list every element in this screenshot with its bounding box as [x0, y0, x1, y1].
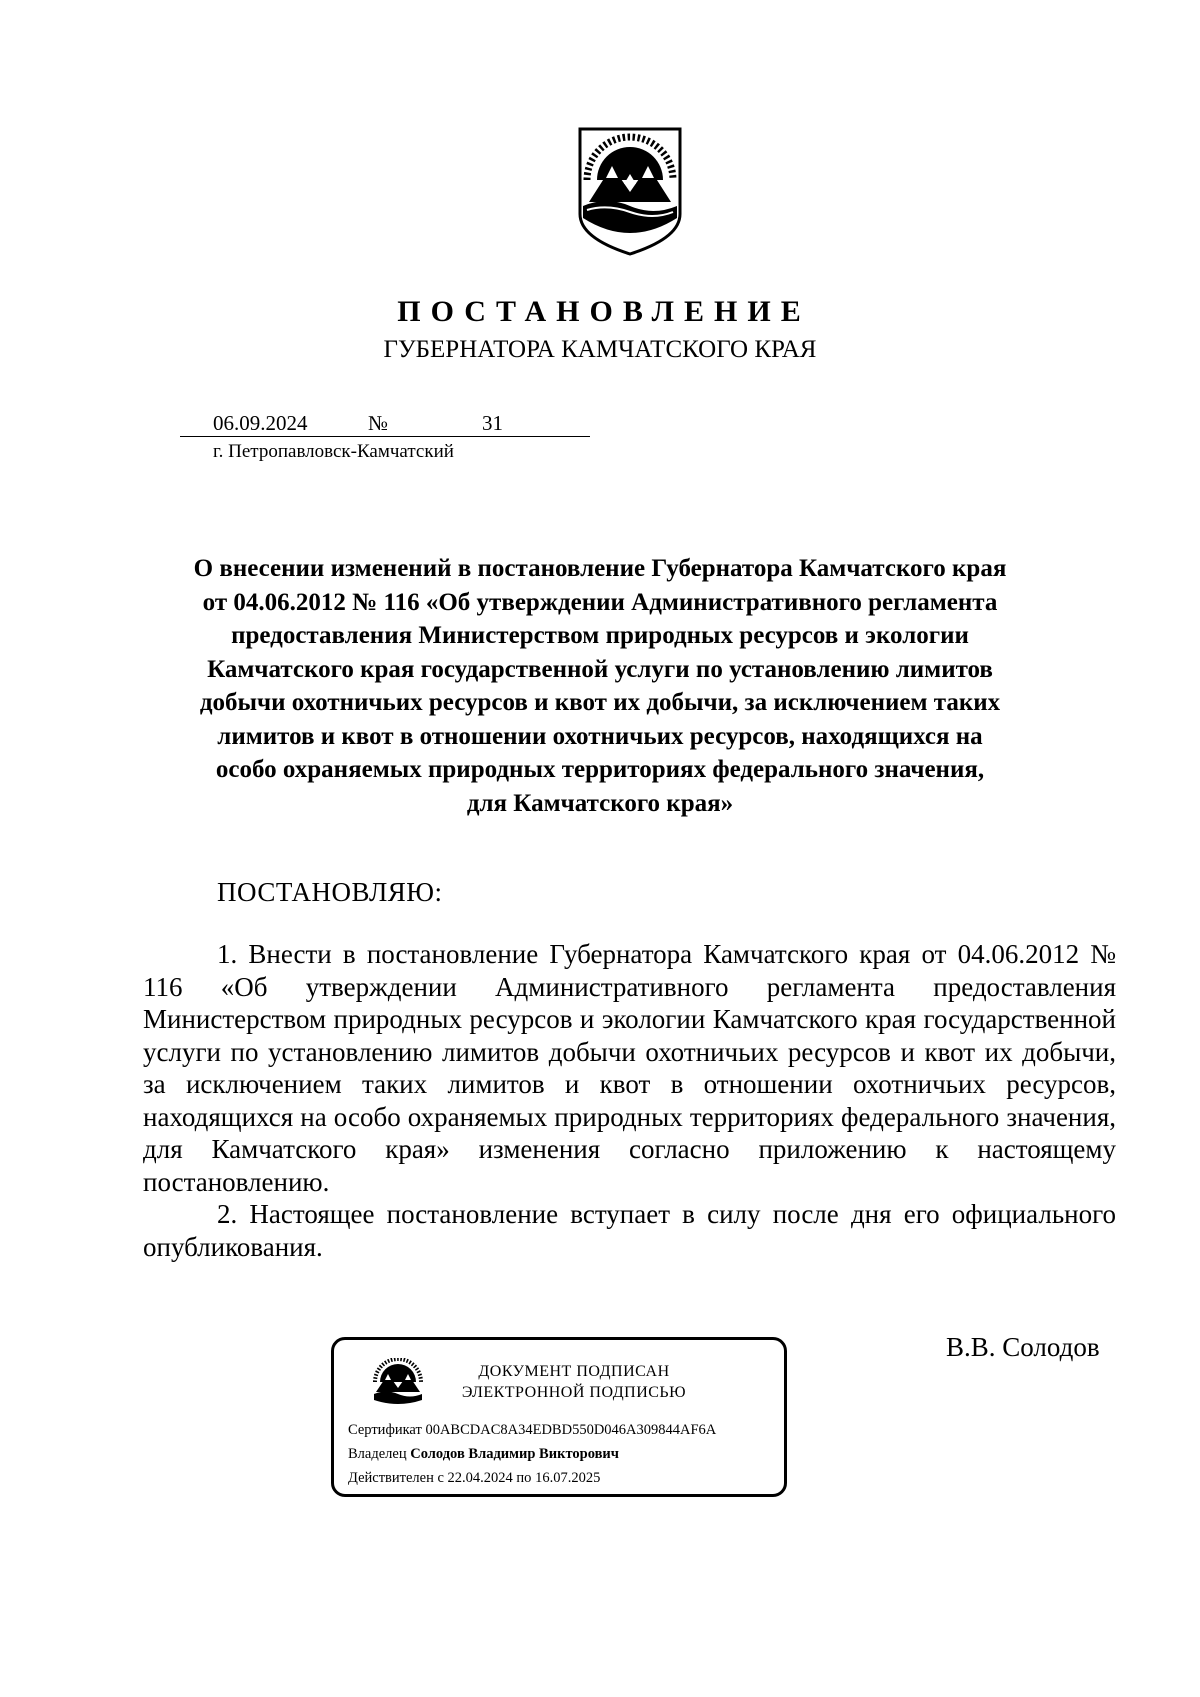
document-title	[140, 552, 1060, 820]
valid-to: 16.07.2025	[535, 1470, 601, 1486]
electronic-signature-stamp	[331, 1337, 787, 1497]
signature-owner	[348, 1446, 619, 1463]
emblem-icon	[372, 1358, 424, 1404]
valid-to-label: по	[516, 1470, 532, 1486]
registration-date: 06.09.2024	[213, 411, 308, 435]
signature-header-line: ДОКУМЕНТ ПОДПИСАН	[478, 1363, 670, 1380]
signature-header	[434, 1361, 714, 1403]
document-body	[143, 938, 1116, 1263]
title-line: от 04.06.2012 № 116 «Об утверждении Административного регламента	[202, 588, 998, 616]
owner-value: Солодов Владимир Викторович	[410, 1446, 619, 1462]
title-line: Камчатского края государственной услуги по установлению лимитов	[207, 655, 993, 683]
title-line: предоставления Министерством природных ресурсов и экологии	[231, 622, 969, 649]
valid-label: Действителен с	[348, 1470, 444, 1486]
registration-number-sign: №	[368, 411, 389, 435]
signature-certificate	[348, 1422, 716, 1439]
signature-header-line: ЭЛЕКТРОННОЙ ПОДПИСЬЮ	[461, 1384, 687, 1401]
registration-underline	[180, 436, 590, 437]
document-issuer: ГУБЕРНАТОРА КАМЧАТСКОГО КРАЯ	[383, 336, 817, 363]
certificate-label: Сертификат	[348, 1422, 422, 1438]
decree-word: ПОСТАНОВЛЯЮ:	[217, 877, 443, 907]
paragraph-1: 1. Внести в постановление Губернатора Камчатского края от 04.06.2012 № 116 «Об утверждении Административного регламента предоставления Министерством природных ресурсов и экологии Камчатского края государственной услуги по установлению лимитов добычи охотничьих ресурсов и квот их добычи, за исключением таких лимитов и квот в отношении охотничьих ресурсов, находящихся на особо охраняемых природных территориях федерального значения, для Камчатского края» изменения согласно приложению к настоящему постановлению.	[143, 939, 1116, 1197]
title-line: добычи охотничьих ресурсов и квот их добычи, за исключением таких	[199, 689, 1001, 716]
valid-from: 22.04.2024	[447, 1470, 513, 1486]
title-line: лимитов и квот в отношении охотничьих ресурсов, находящихся на	[217, 722, 983, 750]
signer-name: В.В. Солодов	[946, 1332, 1100, 1362]
title-line: для Камчатского края»	[466, 789, 734, 817]
title-line: особо охраняемых природных территориях федерального значения,	[215, 756, 985, 783]
owner-label: Владелец	[348, 1446, 407, 1462]
document-type: ПОСТАНОВЛЕНИЕ	[397, 295, 811, 328]
coat-of-arms-icon	[577, 126, 683, 258]
registration-number: 31	[482, 411, 503, 435]
signature-validity	[348, 1470, 600, 1487]
paragraph-2: 2. Настоящее постановление вступает в силу после дня его официального опубликования.	[143, 1199, 1116, 1262]
title-line: О внесении изменений в постановление Губернатора Камчатского края	[193, 555, 1007, 582]
certificate-value: 00ABCDAC8A34EDBD550D046A309844AF6A	[425, 1422, 717, 1438]
registration-city: г. Петропавловск-Камчатский	[213, 441, 454, 462]
